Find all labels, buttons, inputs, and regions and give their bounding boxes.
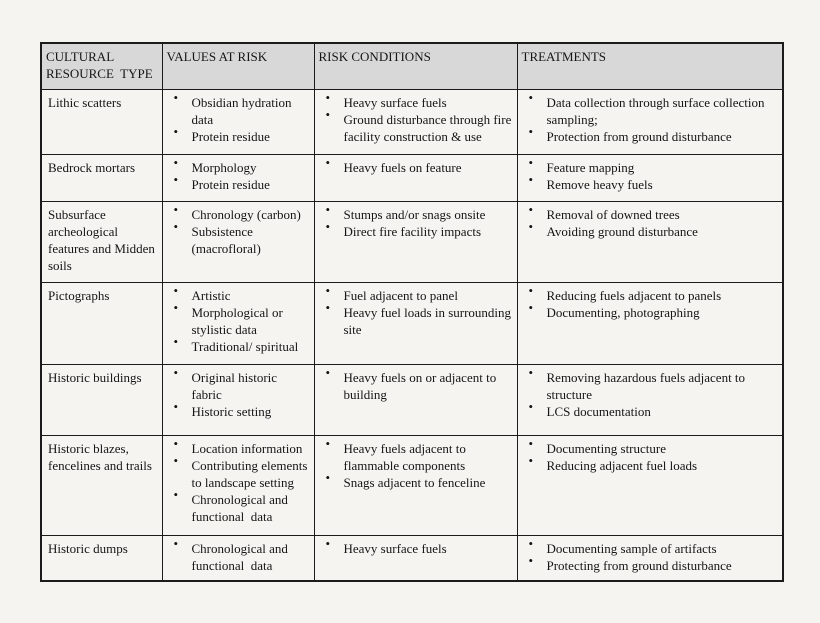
list-item-text: Direct fire facility impacts bbox=[343, 223, 482, 239]
bullet-icon: • bbox=[173, 89, 179, 105]
list-item-text: Subsistence (macrofloral) bbox=[191, 223, 261, 256]
bullet-icon: • bbox=[528, 123, 534, 139]
list-item bbox=[319, 535, 514, 557]
resource-type-cell: Lithic scatters bbox=[41, 89, 162, 154]
bullet-icon: • bbox=[325, 218, 331, 234]
bullet-icon: • bbox=[173, 333, 179, 349]
resource-type-cell: Historic dumps bbox=[41, 535, 162, 581]
list-item bbox=[522, 452, 780, 474]
bullet-icon: • bbox=[173, 282, 179, 298]
list-item bbox=[522, 398, 780, 420]
risk-conditions-cell bbox=[314, 89, 517, 154]
list-item-text: Ground disturbance through fire facility construction & use bbox=[343, 111, 512, 144]
values-cell bbox=[162, 89, 314, 154]
resource-type-cell: Subsurface archeological features and Midden soils bbox=[41, 201, 162, 282]
list-item bbox=[319, 299, 514, 338]
bullet-icon: • bbox=[528, 535, 534, 551]
risk-conditions-cell bbox=[314, 435, 517, 535]
list-item-text: Stumps and/or snags onsite bbox=[343, 206, 486, 222]
list-item-text: Contributing elements to landscape setting bbox=[191, 457, 308, 490]
treatments-cell bbox=[517, 535, 783, 581]
list-item bbox=[167, 486, 311, 525]
bullet-icon: • bbox=[173, 123, 179, 139]
bullet-icon: • bbox=[173, 486, 179, 502]
list-item-text: Protein residue bbox=[191, 128, 270, 144]
treatments-cell bbox=[517, 154, 783, 201]
list-item bbox=[167, 218, 311, 257]
values-cell bbox=[162, 154, 314, 201]
table-header-row bbox=[41, 43, 783, 89]
list-item bbox=[319, 282, 514, 304]
list-item-text: Chronological and functional data bbox=[191, 491, 288, 524]
resource-type-cell: Historic buildings bbox=[41, 364, 162, 435]
list-item bbox=[167, 398, 311, 420]
list-item-text: Avoiding ground disturbance bbox=[546, 223, 698, 239]
bullet-icon: • bbox=[528, 452, 534, 468]
table-row-historic-buildings bbox=[41, 364, 783, 435]
values-cell bbox=[162, 201, 314, 282]
list-item-text: LCS documentation bbox=[546, 403, 651, 419]
list-item bbox=[522, 171, 780, 193]
bullet-icon: • bbox=[528, 435, 534, 451]
table-row-subsurface-features bbox=[41, 201, 783, 282]
list-item-text: Reducing adjacent fuel loads bbox=[546, 457, 698, 473]
values-cell bbox=[162, 282, 314, 364]
treatments-cell bbox=[517, 435, 783, 535]
list-item bbox=[319, 201, 514, 223]
bullet-icon: • bbox=[528, 218, 534, 234]
list-item bbox=[522, 154, 780, 176]
risk-conditions-cell bbox=[314, 535, 517, 581]
bullet-icon: • bbox=[325, 201, 331, 217]
list-item-text: Removing hazardous fuels adjacent to structure bbox=[546, 369, 746, 402]
bullet-icon: • bbox=[528, 398, 534, 414]
header-risk-conditions: RISK CONDITIONS bbox=[314, 43, 517, 89]
risk-conditions-cell bbox=[314, 201, 517, 282]
list-item-text: Heavy surface fuels bbox=[343, 94, 447, 110]
list-item-text: Heavy fuels on feature bbox=[343, 159, 462, 175]
bullet-icon: • bbox=[528, 282, 534, 298]
list-item-text: Historic setting bbox=[191, 403, 272, 419]
list-item bbox=[522, 535, 780, 557]
resource-type-cell: Bedrock mortars bbox=[41, 154, 162, 201]
list-item bbox=[319, 154, 514, 176]
list-item-text: Heavy fuel loads in surrounding site bbox=[343, 304, 512, 337]
list-item-text: Feature mapping bbox=[546, 159, 635, 175]
list-item bbox=[319, 469, 514, 491]
treatments-cell bbox=[517, 364, 783, 435]
list-item bbox=[522, 123, 780, 145]
bullet-icon: • bbox=[173, 452, 179, 468]
list-item bbox=[167, 333, 311, 355]
table-row-pictographs bbox=[41, 282, 783, 364]
list-item bbox=[522, 89, 780, 128]
list-item bbox=[522, 364, 780, 403]
bullet-icon: • bbox=[528, 171, 534, 187]
bullet-icon: • bbox=[528, 154, 534, 170]
list-item-text: Documenting, photographing bbox=[546, 304, 700, 320]
header-cultural-resource-type: CULTURAL RESOURCE TYPE bbox=[41, 43, 162, 89]
list-item-text: Artistic bbox=[191, 287, 231, 303]
list-item bbox=[167, 201, 311, 223]
bullet-icon: • bbox=[173, 535, 179, 551]
table-row-lithic-scatters bbox=[41, 89, 783, 154]
list-item-text: Protecting from ground disturbance bbox=[546, 557, 732, 573]
list-item-text: Heavy fuels on or adjacent to building bbox=[343, 369, 497, 402]
list-item bbox=[167, 171, 311, 193]
list-item-text: Traditional/ spiritual bbox=[191, 338, 299, 354]
bullet-icon: • bbox=[528, 552, 534, 568]
list-item-text: Chronological and functional data bbox=[191, 540, 288, 573]
list-item-text: Reducing fuels adjacent to panels bbox=[546, 287, 722, 303]
treatments-cell bbox=[517, 201, 783, 282]
risk-conditions-cell bbox=[314, 154, 517, 201]
bullet-icon: • bbox=[325, 282, 331, 298]
treatments-cell bbox=[517, 282, 783, 364]
list-item bbox=[319, 364, 514, 403]
list-item-text: Removal of downed trees bbox=[546, 206, 680, 222]
list-item bbox=[522, 299, 780, 321]
bullet-icon: • bbox=[173, 171, 179, 187]
list-item bbox=[522, 218, 780, 240]
list-item bbox=[167, 452, 311, 491]
bullet-icon: • bbox=[173, 218, 179, 234]
bullet-icon: • bbox=[173, 398, 179, 414]
list-item-text: Heavy surface fuels bbox=[343, 540, 447, 556]
table-row-historic-dumps bbox=[41, 535, 783, 581]
table-row-bedrock-mortars bbox=[41, 154, 783, 201]
bullet-icon: • bbox=[325, 469, 331, 485]
risk-conditions-cell bbox=[314, 282, 517, 364]
resource-type-cell: Pictographs bbox=[41, 282, 162, 364]
bullet-icon: • bbox=[173, 201, 179, 217]
bullet-icon: • bbox=[173, 299, 179, 315]
bullet-icon: • bbox=[325, 89, 331, 105]
list-item bbox=[319, 435, 514, 474]
list-item-text: Protection from ground disturbance bbox=[546, 128, 732, 144]
bullet-icon: • bbox=[528, 89, 534, 105]
list-item-text: Protein residue bbox=[191, 176, 270, 192]
bullet-icon: • bbox=[325, 435, 331, 451]
resource-type-cell: Historic blazes, fencelines and trails bbox=[41, 435, 162, 535]
bullet-icon: • bbox=[173, 154, 179, 170]
list-item-text: Original historic fabric bbox=[191, 369, 278, 402]
list-item bbox=[167, 364, 311, 403]
bullet-icon: • bbox=[528, 299, 534, 315]
list-item bbox=[522, 282, 780, 304]
bullet-icon: • bbox=[325, 535, 331, 551]
list-item-text: Remove heavy fuels bbox=[546, 176, 653, 192]
treatments-cell bbox=[517, 89, 783, 154]
list-item bbox=[167, 123, 311, 145]
list-item-text: Documenting structure bbox=[546, 440, 666, 456]
bullet-icon: • bbox=[325, 299, 331, 315]
list-item bbox=[167, 282, 311, 304]
list-item bbox=[522, 552, 780, 574]
bullet-icon: • bbox=[528, 364, 534, 380]
bullet-icon: • bbox=[325, 106, 331, 122]
bullet-icon: • bbox=[325, 154, 331, 170]
list-item-text: Location information bbox=[191, 440, 303, 456]
values-cell bbox=[162, 535, 314, 581]
values-cell bbox=[162, 364, 314, 435]
list-item-text: Morphological or stylistic data bbox=[191, 304, 283, 337]
list-item-text: Snags adjacent to fenceline bbox=[343, 474, 486, 490]
list-item-text: Documenting sample of artifacts bbox=[546, 540, 717, 556]
list-item-text: Morphology bbox=[191, 159, 257, 175]
list-item bbox=[167, 535, 311, 574]
list-item-text: Heavy fuels adjacent to flammable components bbox=[343, 440, 466, 473]
list-item-text: Fuel adjacent to panel bbox=[343, 287, 458, 303]
bullet-icon: • bbox=[325, 364, 331, 380]
bullet-icon: • bbox=[528, 201, 534, 217]
table-row-historic-blazes bbox=[41, 435, 783, 535]
list-item bbox=[319, 218, 514, 240]
list-item-text: Data collection through surface collection sampling; bbox=[546, 94, 765, 127]
list-item bbox=[167, 435, 311, 457]
list-item bbox=[522, 435, 780, 457]
header-treatments: TREATMENTS bbox=[517, 43, 783, 89]
bullet-icon: • bbox=[173, 364, 179, 380]
header-values-at-risk: VALUES AT RISK bbox=[162, 43, 314, 89]
list-item bbox=[167, 89, 311, 128]
list-item-text: Obsidian hydration data bbox=[191, 94, 292, 127]
risk-conditions-cell bbox=[314, 364, 517, 435]
bullet-icon: • bbox=[173, 435, 179, 451]
values-cell bbox=[162, 435, 314, 535]
list-item bbox=[319, 106, 514, 145]
cultural-resources-table bbox=[40, 42, 784, 582]
list-item bbox=[522, 201, 780, 223]
list-item bbox=[167, 154, 311, 176]
list-item bbox=[319, 89, 514, 111]
list-item bbox=[167, 299, 311, 338]
list-item-text: Chronology (carbon) bbox=[191, 206, 301, 222]
